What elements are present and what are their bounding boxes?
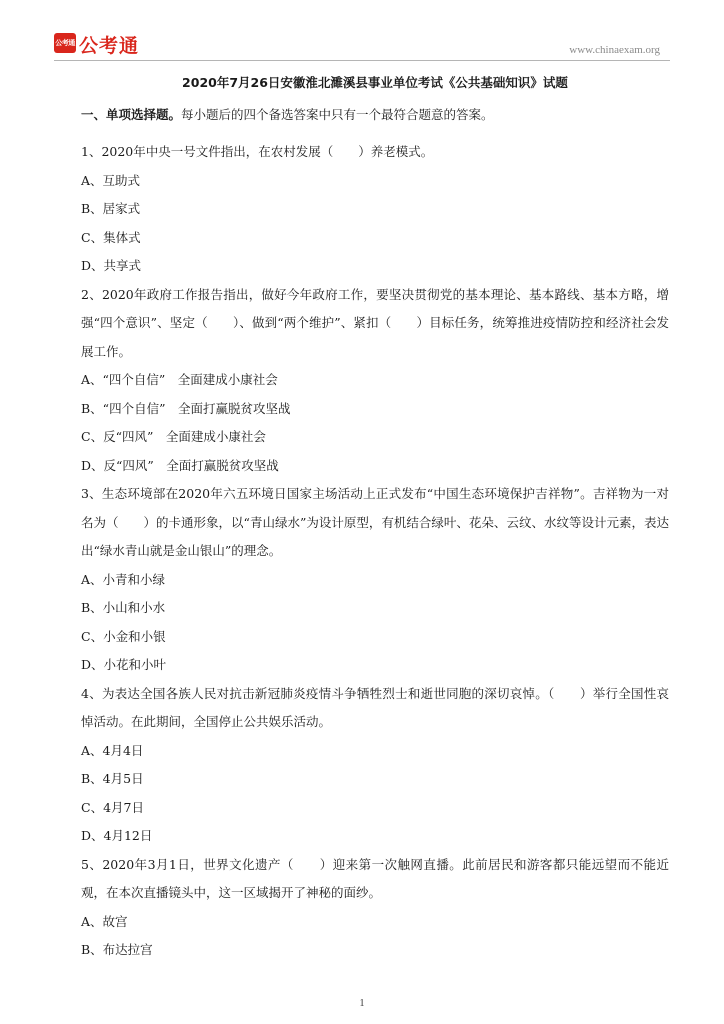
section-label: 一、单项选择题。 xyxy=(81,107,182,122)
option-a: A、互助式 xyxy=(81,172,141,188)
question-stem: 1、2020年中央一号文件指出，在农村发展（ ）养老模式。 xyxy=(81,144,434,159)
option-c: C、小金和小银 xyxy=(81,628,166,644)
option-b: B、4月5日 xyxy=(81,771,144,786)
option-d: D、4月12日 xyxy=(81,828,153,843)
question-2 xyxy=(81,281,669,481)
option-c: C、4月7日 xyxy=(81,799,144,815)
section-instruction: 每小题后的四个备选答案中只有一个最符合题意的答案。 xyxy=(181,107,494,122)
document-title: 2020年7月26日安徽淮北濉溪县事业单位考试《公共基础知识》试题 xyxy=(182,75,568,90)
option-b: B、小山和小水 xyxy=(81,600,166,615)
option-a: A、4月4日 xyxy=(81,742,144,758)
page-header xyxy=(0,0,724,62)
question-stem: 5、2020年3月1日，世界文化遗产（ ）迎来第一次触网直播。此前居民和游客都只能远望而不能近观，在本次直播镜头中，这一区域揭开了神秘的面纱。 xyxy=(81,856,669,900)
page-number: 1 xyxy=(359,998,365,1009)
option-b: B、居家式 xyxy=(81,201,141,216)
site-url[interactable]: www.chinaexam.org xyxy=(569,44,660,56)
question-4 xyxy=(81,680,669,851)
option-b: B、布达拉宫 xyxy=(81,942,153,957)
question-stem: 2、2020年政府工作报告指出，做好今年政府工作，要坚决贯彻党的基本理论、基本路线、基本方略，增强“四个意识”、坚定（ ）、做到“两个维护”、紧扣（ ）目标任务，统筹推进疫情防控和经济社会发展工作。 xyxy=(81,286,669,359)
option-d: D、共享式 xyxy=(81,258,142,273)
option-a: A、小青和小绿 xyxy=(81,571,166,587)
option-c: C、反“四风” 全面建成小康社会 xyxy=(81,429,266,444)
option-a: A、故宫 xyxy=(81,913,128,929)
document-body xyxy=(81,74,669,965)
header-divider xyxy=(54,60,670,61)
question-5 xyxy=(81,851,669,965)
section-heading xyxy=(81,106,669,124)
option-b: B、“四个自信” 全面打赢脱贫攻坚战 xyxy=(81,400,291,416)
option-a: A、“四个自信” 全面建成小康社会 xyxy=(81,372,278,387)
question-3 xyxy=(81,480,669,680)
question-stem: 4、为表达全国各族人民对抗击新冠肺炎疫情斗争牺牲烈士和逝世同胞的深切哀悼。（ ）举行全国性哀悼活动。在此期间，全国停止公共娱乐活动。 xyxy=(81,685,669,729)
question-stem: 3、生态环境部在2020年六五环境日国家主场活动上正式发布“中国生态环境保护吉祥物”。吉祥物为一对名为（ ）的卡通形象，以“青山绿水”为设计原型，有机结合绿叶、花朵、云纹、水纹等设计元素，表达出“绿水青山就是金山银山”的理念。 xyxy=(81,486,669,558)
option-d: D、小花和小叶 xyxy=(81,657,167,672)
logo-text: 公考通 xyxy=(79,35,140,57)
option-d: D、反“四风” 全面打赢脱贫攻坚战 xyxy=(81,457,279,473)
option-c: C、集体式 xyxy=(81,229,141,245)
question-1 xyxy=(81,138,669,281)
logo-icon: 公考通 xyxy=(54,33,76,53)
